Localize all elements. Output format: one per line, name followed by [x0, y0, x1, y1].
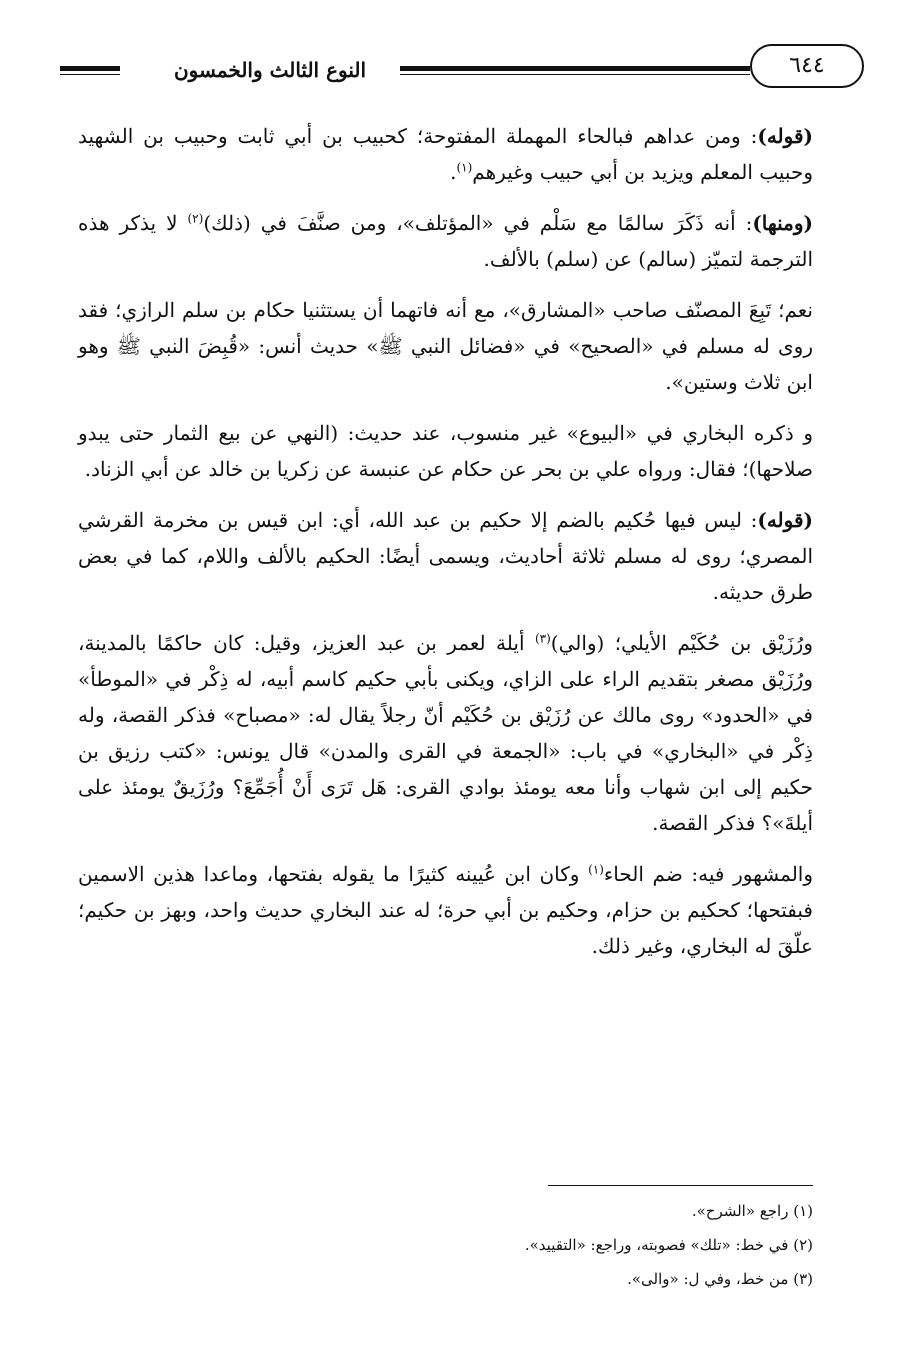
page-header: [60, 44, 830, 100]
paragraph-lead: (ومنها): [752, 211, 813, 235]
paragraph-tail: .: [450, 160, 457, 184]
footnote-ref: (٣): [534, 631, 551, 646]
paragraph-text: و ذكره البخاري في «البيوع» غير منسوب، عند حديث: (النهي عن بيع الثمار حتى يبدو صلاحها)؛ فقال: ورواه علي بن بحر عن حكام عن عنبسة عن زكريا بن خالد عن أبي الزناد.: [78, 421, 813, 481]
paragraph-lead: (قوله): [757, 508, 813, 532]
paragraph-text: : ليس فيها حُكيم بالضم إلا حكيم بن عبد الله، أي: ابن قيس بن مخرمة القرشي المصري؛ روى له مسلم ثلاثة أحاديث، ويسمى أيضًا: الحكيم بالألف واللام، كما في بعض طرق حديثه.: [78, 508, 813, 604]
paragraph: [78, 415, 813, 487]
paragraph: [78, 292, 813, 400]
paragraph: [78, 118, 813, 190]
paragraph-text: والمشهور فيه: ضم الحاء: [603, 862, 813, 886]
footnote: (١) راجع «الشرح».: [691, 1202, 813, 1220]
paragraph: [78, 856, 813, 964]
paragraph-tail: أيلة لعمر بن عبد العزيز، وقيل: كان حاكمًا بالمدينة، ورُزَيْق مصغر بتقديم الراء على الزاي، ويكنى بأبي حكيم كاسم أبيه، له ذِكْر في «الموطأ» في «الحدود» روى مالك عن رُزَيْق بن حُكَيْم أنّ رجلاً يقال له: «مصباح» فذكر القصة، وله ذِكْر في «البخاري» في باب: «الجمعة في القرى والمدن» قال يونس: «كتب رزيق بن حكيم إلى ابن شهاب وأنا معه يومئذ بوادي القرى: هَل تَرَى أَنْ أُجَمِّعَ؟ ورُزَيقٌ يومئذ على أيلةَ»؟ فذكر القصة.: [78, 631, 813, 835]
header-rule-left-thick: [60, 66, 120, 71]
paragraph-lead: (قوله): [757, 124, 813, 148]
footnote-separator: [548, 1185, 813, 1186]
main-text: [78, 118, 813, 979]
paragraph: [78, 625, 813, 841]
page-number-badge: ٦٤٤: [750, 44, 864, 88]
footnote-ref: (١): [456, 160, 473, 175]
paragraph-text: : أنه ذَكَرَ سالمًا مع سَلْم في «المؤتلف»، ومن صنَّفَ في (ذلك): [203, 211, 753, 235]
paragraph-text: : ومن عداهم فبالحاء المهملة المفتوحة؛ كحبيب بن أبي ثابت وحبيب بن الشهيد وحبيب المعلم ويزيد بن أبي حبيب وغيرهم: [78, 124, 813, 184]
paragraph-text: نعم؛ تَبِعَ المصنّف صاحب «المشارق»، مع أنه فاتهما أن يستثنيا حكام بن سلم الرازي؛ فقد روى له مسلم في «الصحيح» في «فضائل النبي ﷺ» حديث أنس: «قُبِضَ النبي ﷺ وهو ابن ثلاث وستين».: [78, 298, 813, 394]
footnote: (٣) من خط، وفي ل: «والى».: [627, 1270, 813, 1288]
paragraph-tail: وكان ابن عُيينه كثيرًا ما يقوله بفتحها، وماعدا هذين الاسمين فبفتحها؛ كحكيم بن حزام، وحكيم بن أبي حرة؛ له عند البخاري حديث واحد، وبهز بن حكيم؛ علّقَ له البخاري، وغير ذلك.: [78, 862, 813, 958]
paragraph-text: ورُزَيْق بن حُكَيْم الأيلي؛ (والي): [550, 631, 813, 655]
paragraph: [78, 502, 813, 610]
footnote: (٢) في خط: «تلك» فصوبته، وراجع: «التقييد».: [524, 1236, 813, 1254]
paragraph: [78, 205, 813, 277]
footnote-ref: (١): [588, 862, 604, 877]
footnotes: [400, 1194, 813, 1296]
footnote-ref: (٢): [187, 211, 204, 226]
running-title: النوع الثالث والخمسون: [140, 58, 400, 82]
header-rule-middle-thin: [350, 74, 750, 75]
paragraph-tail: لا يذكر هذه الترجمة لتميّز (سالم) عن (سلم) بالألف.: [78, 211, 813, 271]
header-rule-middle-thick: [350, 66, 750, 71]
header-rule-left-thin: [60, 74, 120, 75]
